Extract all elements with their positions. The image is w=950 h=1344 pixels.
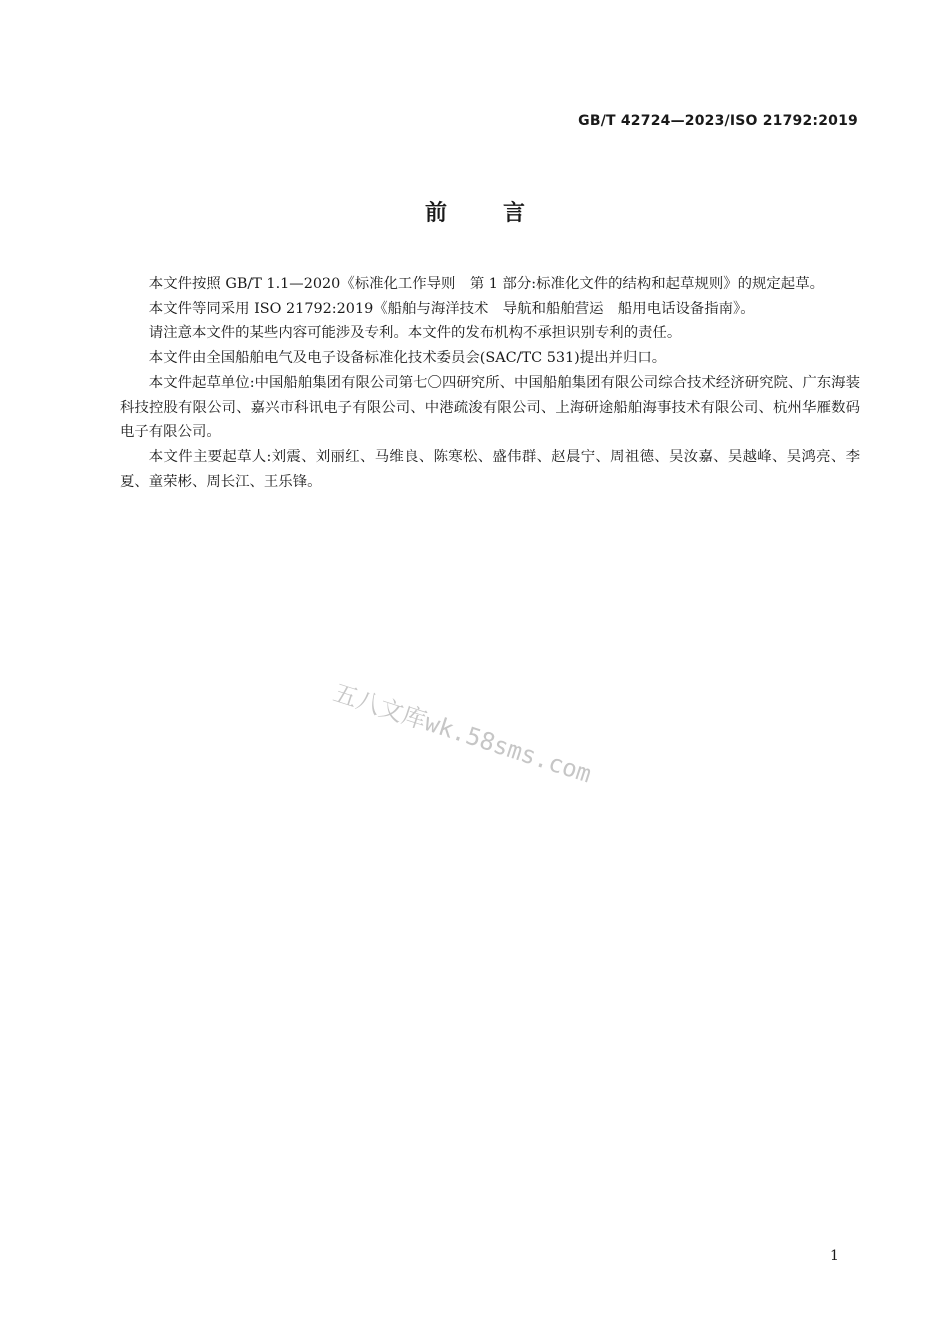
document-body bbox=[120, 272, 860, 494]
watermark: 五八文库wk.58sms.com bbox=[329, 678, 595, 789]
paragraph-committee: 本文件由全国船舶电气及电子设备标准化技术委员会(SAC/TC 531)提出并归口。 bbox=[148, 350, 667, 367]
page-number: 1 bbox=[830, 1248, 839, 1264]
paragraph-iso-adoption: 本文件等同采用 ISO 21792:2019《船舶与海洋技术 导航和船舶营运 船用电话设备指南》。 bbox=[148, 300, 755, 317]
paragraph-drafting-rules: 本文件按照 GB/T 1.1—2020《标准化工作导则 第 1 部分:标准化文件的结构和起草规则》的规定起草。 bbox=[148, 276, 824, 292]
document-code: GB/T 42724—2023/ISO 21792:2019 bbox=[578, 113, 858, 129]
paragraph-patent-notice: 请注意本文件的某些内容可能涉及专利。本文件的发布机构不承担识别专利的责任。 bbox=[148, 325, 682, 342]
paragraph-drafters: 本文件主要起草人:刘震、刘丽红、马维良、陈寒松、盛伟群、赵晨宁、周祖德、吴汝嘉、吴越峰、吴鸿亮、李夏、童荣彬、周长江、王乐锋。 bbox=[120, 448, 860, 490]
paragraph-drafting-units: 本文件起草单位:中国船舶集团有限公司第七〇四研究所、中国船舶集团有限公司综合技术经济研究院、广东海装科技控股有限公司、嘉兴市科讯电子有限公司、中港疏浚有限公司、上海研途船舶海事技术有限公司、杭州华雁数码电子有限公司。 bbox=[120, 374, 860, 441]
page-title: 前言 bbox=[424, 201, 581, 226]
